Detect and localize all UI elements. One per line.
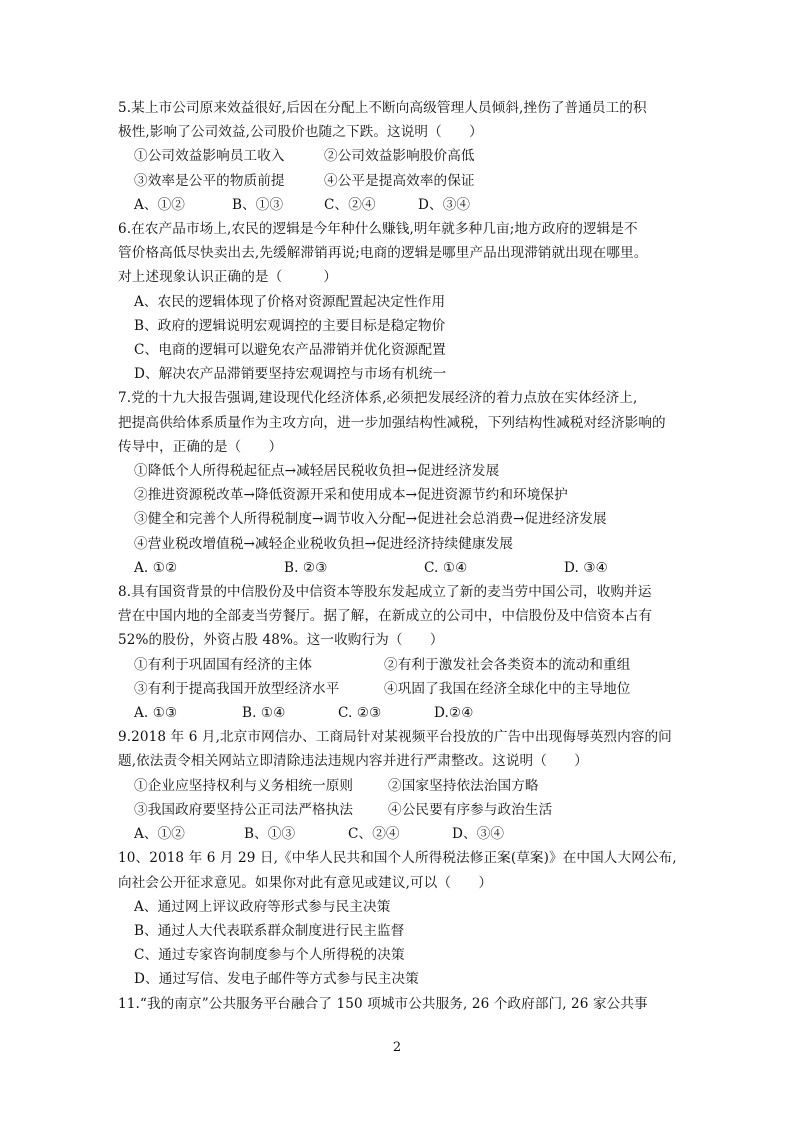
statement: ③效率是公平的物质前提 xyxy=(134,172,285,189)
option-b: B、政府的逻辑说明宏观调控的主要目标是稳定物价 xyxy=(134,317,446,334)
statement: ①企业应坚持权利与义务相统一原则 xyxy=(134,777,354,794)
statement: ③我国政府要坚持公正司法严格执法 xyxy=(134,801,354,818)
option-a: A、通过网上评议政府等形式参与民主决策 xyxy=(134,898,391,915)
question-text: 7.党的十九大报告强调,建设现代化经济体系,必须把发展经济的着力点放在实体经济上, xyxy=(118,390,638,407)
question-6 xyxy=(118,217,692,386)
option-d: D、通过写信、发电子邮件等方式参与民主决策 xyxy=(134,971,419,988)
statement: ④巩固了我国在经济全球化中的主导地位 xyxy=(384,680,631,697)
option-c: C、②④ xyxy=(324,196,376,213)
option-c: C. ①④ xyxy=(424,559,468,576)
statement: ④公平是提高效率的保证 xyxy=(324,172,475,189)
statement: ④营业税改增值税→减轻企业税收负担→促进经济持续健康发展 xyxy=(134,535,514,552)
option-row xyxy=(118,701,692,725)
statement: ①公司效益影响员工收入 xyxy=(134,148,285,165)
statement: ①有利于巩固国有经济的主体 xyxy=(134,656,313,673)
question-text: 极性,影响了公司效益,公司股价也随之下跌。这说明（ ） xyxy=(118,124,483,141)
option-d: D、解决农产品滞销要坚持宏观调控与市场有机统一 xyxy=(134,366,447,383)
question-text: 52%的股份，外资占股 48%。这一收购行为（ ） xyxy=(118,632,444,649)
option-d: D、③④ xyxy=(418,196,471,213)
question-text: 把提高供给体系质量作为主攻方向，进一步加强结构性减税，下列结构性减税对经济影响的 xyxy=(118,414,666,431)
statement-row xyxy=(118,653,692,677)
statement-row xyxy=(118,798,692,822)
option-b: B、①③ xyxy=(232,196,284,213)
question-text: 6.在农产品市场上,农民的逻辑是今年种什么赚钱,明年就多种几亩;地方政府的逻辑是不 xyxy=(118,221,638,238)
option-c: C. ②③ xyxy=(338,705,382,722)
statement: ②有利于激发社会各类资本的流动和重组 xyxy=(384,656,631,673)
question-text: 传导中，正确的是（ ） xyxy=(118,438,283,455)
option-b: B. ①④ xyxy=(242,705,286,722)
statement-row xyxy=(118,144,692,168)
statement: ①降低个人所得税起征点→减轻居民税收负担→促进经济发展 xyxy=(134,463,500,480)
option-a: A、①② xyxy=(134,196,185,213)
statement-row xyxy=(118,677,692,701)
statement-row xyxy=(118,169,692,193)
exam-page xyxy=(118,96,692,1016)
question-text: 向社会公开征求意见。如果你对此有意见或建议,可以（ ） xyxy=(118,874,493,891)
option-row xyxy=(118,822,692,846)
question-text: 题,依法责令相关网站立即清除违法违规内容并进行严肃整改。这说明（ ） xyxy=(118,753,589,770)
option-c: C、②④ xyxy=(348,826,400,843)
option-a: A、①② xyxy=(134,826,185,843)
option-d: D.②④ xyxy=(434,705,474,722)
option-a: A. ①② xyxy=(134,559,178,576)
statement: ③健全和完善个人所得税制度→调节收入分配→促进社会总消费→促进经济发展 xyxy=(134,511,607,528)
option-row xyxy=(118,556,692,580)
option-row xyxy=(118,193,692,217)
option-b: B. ②③ xyxy=(284,559,328,576)
statement-row xyxy=(118,774,692,798)
option-a: A. ①③ xyxy=(134,705,178,722)
option-b: B、①③ xyxy=(244,826,296,843)
question-text: 11.“我的南京”公共服务平台融合了 150 项城市公共服务, 26 个政府部门, 26 家公共事 xyxy=(118,995,648,1012)
statement: ④公民要有序参与政治生活 xyxy=(388,801,553,818)
question-10 xyxy=(118,846,692,991)
question-text: 9.2018 年 6 月,北京市网信办、工商局针对某视频平台投放的广告中出现侮辱英烈内容的问 xyxy=(118,729,672,746)
question-8 xyxy=(118,580,692,725)
question-text: 5.某上市公司原来效益很好,后因在分配上不断向高级管理人员倾斜,挫伤了普通员工的积 xyxy=(118,100,647,116)
option-c: C、电商的逻辑可以避免农产品滞销并优化资源配置 xyxy=(134,342,446,359)
statement: ②公司效益影响股价高低 xyxy=(324,148,475,165)
option-d: D. ③④ xyxy=(564,559,608,576)
statement: ③有利于提高我国开放型经济水平 xyxy=(134,680,340,697)
page-number: 2 xyxy=(392,1040,402,1055)
question-text: 管价格高低尽快卖出去,先缓解滞销再说;电商的逻辑是哪里产品出现滞销就出现在哪里。 xyxy=(118,245,648,262)
option-a: A、农民的逻辑体现了价格对资源配置起决定性作用 xyxy=(134,293,446,310)
question-text: 10、2018 年 6 月 29 日,《中华人民共和国个人所得税法修正案(草案)》在中国人大网公布, xyxy=(118,850,677,867)
question-text: 对上述现象认识正确的是（ ） xyxy=(118,269,338,286)
question-7 xyxy=(118,386,692,580)
question-11 xyxy=(118,992,692,1016)
question-text: 营在中国内地的全部麦当劳餐厅。据了解，在新成立的公司中，中信股份及中信资本占有 xyxy=(118,608,653,625)
question-text: 8.具有国资背景的中信股份及中信资本等股东发起成立了新的麦当劳中国公司，收购并运 xyxy=(118,584,652,601)
question-5 xyxy=(118,96,692,217)
statement: ②国家坚持依法治国方略 xyxy=(388,777,539,794)
question-9 xyxy=(118,725,692,846)
option-d: D、③④ xyxy=(452,826,505,843)
option-c: C、通过专家咨询制度参与个人所得税的决策 xyxy=(134,947,405,964)
option-b: B、通过人大代表联系群众制度进行民主监督 xyxy=(134,922,405,939)
statement: ②推进资源税改革→降低资源开采和使用成本→促进资源节约和环境保护 xyxy=(134,487,568,504)
